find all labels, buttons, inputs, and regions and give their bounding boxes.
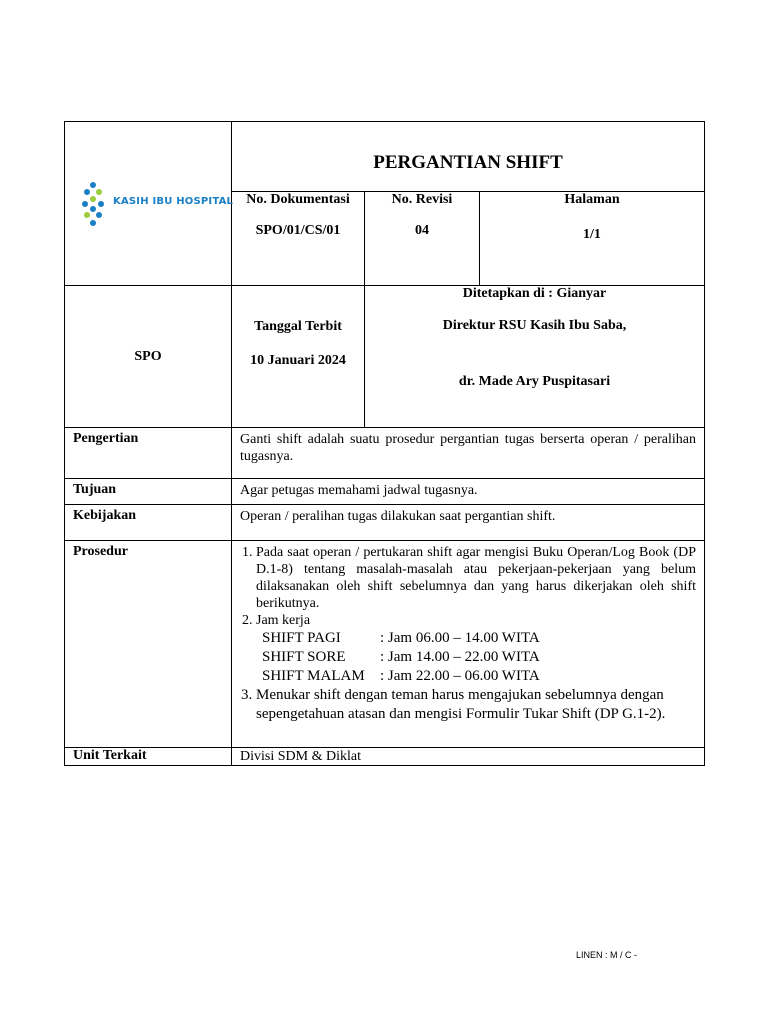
shift-time: : Jam 06.00 – 14.00 WITA (380, 630, 540, 646)
doc-number-cell (232, 191, 365, 285)
shift-name: SHIFT PAGI (262, 630, 341, 646)
shift-row (240, 629, 696, 648)
shift-name: SHIFT MALAM (262, 668, 365, 684)
prosedur-label: Prosedur (65, 541, 232, 748)
spo-document (64, 121, 704, 766)
prosedur-step-2 (256, 612, 696, 629)
footer-text: LINEN : M / C - (576, 950, 638, 960)
revision-value: 04 (415, 222, 429, 238)
shift-row (240, 667, 696, 686)
prosedur-content (232, 541, 705, 748)
spo-label-cell (65, 286, 232, 428)
page-label: Halaman (564, 191, 620, 207)
established-text: Ditetapkan di : Gianyar (462, 286, 607, 301)
unit-text: Divisi SDM & Diklat (232, 748, 705, 766)
shift-time: : Jam 22.00 – 06.00 WITA (380, 668, 540, 684)
prosedur-step-1: 1. Pada saat operan / pertukaran shift agar mengisi Buku Operan/Log Book (DP D.1-8) tentang masalah-masalah atau pekerjaan-pekerjaan yang belum dilaksanakan oleh shift sebelumnya dan yang harus dikerjakan oleh shift berikutnya. (256, 544, 696, 612)
prosedur-list-continued (240, 686, 696, 724)
spo-table (64, 121, 705, 766)
shift-schedule (240, 629, 696, 686)
issue-date-cell (232, 286, 365, 428)
page-cell (480, 191, 705, 285)
tujuan-text: Agar petugas memahami jadwal tugasnya. (232, 479, 705, 505)
spo-label: SPO (134, 348, 162, 364)
shift-row (240, 648, 696, 667)
page-value: 1/1 (583, 226, 601, 242)
issue-date: 10 Januari 2024 (250, 353, 346, 368)
kebijakan-text: Operan / peralihan tugas dilakukan saat pergantian shift. (232, 505, 705, 541)
revision-label: No. Revisi (391, 191, 453, 207)
approval-cell (365, 286, 705, 428)
pengertian-label: Pengertian (65, 428, 232, 479)
doc-number-value: SPO/01/CS/01 (255, 222, 341, 238)
shift-name: SHIFT SORE (262, 649, 346, 665)
kebijakan-label: Kebijakan (65, 505, 232, 541)
prosedur-step-2-text: Jam kerja (256, 613, 311, 628)
logo-dots-icon (81, 180, 111, 230)
revision-cell (365, 191, 480, 285)
doc-number-label: No. Dokumentasi (246, 191, 350, 207)
shift-time: : Jam 14.00 – 22.00 WITA (380, 649, 540, 665)
page-title: PERGANTIAN SHIFT (232, 122, 705, 192)
director-title: Direktur RSU Kasih Ibu Saba, (442, 318, 627, 333)
pengertian-text: Ganti shift adalah suatu prosedur pergantian tugas berserta operan / peralihan tugasnya. (232, 428, 705, 479)
prosedur-list (240, 544, 696, 629)
unit-label: Unit Terkait (65, 748, 232, 766)
hospital-logo (81, 180, 234, 230)
issue-label: Tanggal Terbit (254, 319, 342, 334)
director-name: dr. Made Ary Puspitasari (458, 374, 611, 389)
prosedur-step-3: 3. Menukar shift dengan teman harus mengajukan sebelumnya dengan sepengetahuan atasan dan mengisi Formulir Tukar Shift (DP G.1-2). (256, 686, 696, 724)
logo-text: KASIH IBU HOSPITAL (113, 196, 234, 207)
tujuan-label: Tujuan (65, 479, 232, 505)
logo-cell (65, 122, 232, 286)
